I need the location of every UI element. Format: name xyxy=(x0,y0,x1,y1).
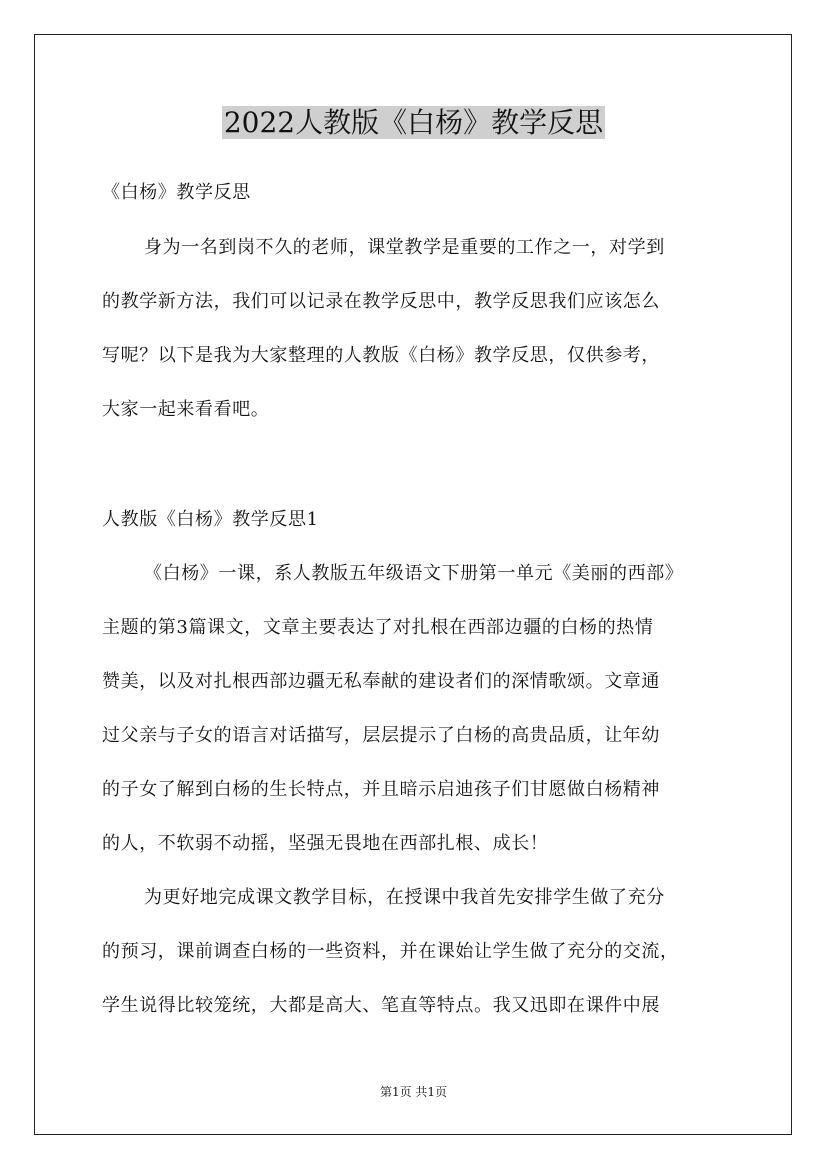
document-title-text: 2022人教版《白杨》教学反思 xyxy=(223,106,604,139)
paragraph-line: 学生说得比较笼统，大都是高大、笔直等特点。我又迅即在课件中展 xyxy=(102,995,660,1016)
paragraph-line: 为更好地完成课文教学目标，在授课中我首先安排学生做了充分 xyxy=(144,887,665,908)
document-subtitle: 《白杨》教学反思 xyxy=(102,182,251,203)
paragraph-line: 过父亲与子女的语言对话描写，层层提示了白杨的高贵品质，让年幼 xyxy=(102,725,660,746)
paragraph-line: 赞美，以及对扎根西部边疆无私奉献的建设者们的深情歌颂。文章通 xyxy=(102,671,660,692)
document-title xyxy=(0,104,827,142)
intro-line: 身为一名到岗不久的老师，课堂教学是重要的工作之一，对学到 xyxy=(144,237,665,258)
page-footer: 第1页 共1页 xyxy=(379,1085,448,1099)
section-heading: 人教版《白杨》教学反思1 xyxy=(102,509,319,530)
paragraph-line: 《白杨》一课，系人教版五年级语文下册第一单元《美丽的西部》 xyxy=(144,563,684,584)
paragraph-line: 的人，不软弱不动摇，坚强无畏地在西部扎根、成长！ xyxy=(102,833,549,854)
paragraph-line: 主题的第3篇课文，文章主要表达了对扎根在西部边疆的白杨的热情 xyxy=(102,617,654,638)
intro-line: 的教学新方法，我们可以记录在教学反思中，教学反思我们应该怎么 xyxy=(102,291,660,312)
intro-line: 大家一起来看看吧。 xyxy=(102,399,270,420)
paragraph-line: 的子女了解到白杨的生长特点，并且暗示启迪孩子们甘愿做白杨精神 xyxy=(102,779,660,800)
paragraph-line: 的预习，课前调查白杨的一些资料，并在课始让学生做了充分的交流， xyxy=(102,941,679,962)
intro-line: 写呢？以下是我为大家整理的人教版《白杨》教学反思，仅供参考， xyxy=(102,345,660,366)
